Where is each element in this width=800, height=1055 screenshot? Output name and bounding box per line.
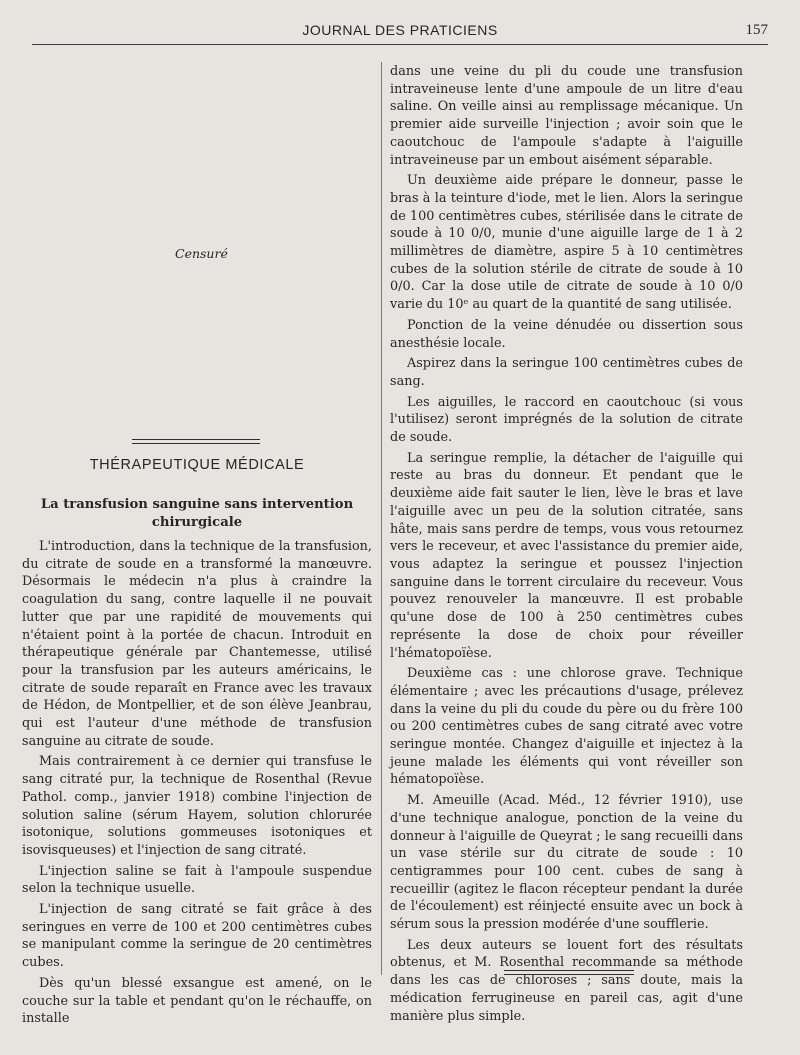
section-title: THÉRAPEUTIQUE MÉDICALE xyxy=(89,457,305,473)
left-column xyxy=(22,538,372,1028)
page-header xyxy=(32,22,768,45)
journal-title: JOURNAL DES PRATICIENS xyxy=(302,22,498,38)
paragraph: L'injection saline se fait à l'ampoule suspendue selon la technique usuelle. xyxy=(22,863,372,897)
paragraph: Aspirez dans la seringue 100 centimètres cubes de sang. xyxy=(390,356,743,389)
censored-notice: Censuré xyxy=(175,246,228,261)
paragraph: Ponction de la veine dénudée ou dissertion sous anesthésie locale. xyxy=(390,317,743,351)
paragraph: M. Ameuille (Acad. Méd., 12 février 1910), use d'une technique analogue, ponction de la veine du donneur à l'aiguille de Queyrat ; le sang recueilli dans un vase stérile sur du citrate de soude : 10 centigrammes pour 100 cent. cubes de sang à recueillir (agitez le flacon récepteur pendant la durée de l'écoulement) est réinjecté ensuite avec un bock à sérum sous la pression modérée d'une soufflerie. xyxy=(390,793,743,933)
paragraph: La seringue remplie, la détacher de l'aiguille qui reste au bras du donneur. Et pendant que le deuxième aide fait sauter le lien, lève le bras et lave l'aiguille avec un peu de la solution citratée, sans hâte, mais sans perdre de temps, vous vous retournez vers le receveur, et avec l'assistance du premier aide, vous adaptez la seringue et poussez l'injection sanguine dans le torrent circulaire du receveur. Vous pouvez renouveler la manœuvre. Il est probable qu'une dose de 100 à 250 centimètres cubes représente la dose de choix pour réveiller l'hématopoïèse. xyxy=(390,450,743,661)
page-number: 157 xyxy=(745,22,768,38)
paragraph: Les deux auteurs se louent fort des résultats obtenus, et M. Rosenthal recommande sa méthode dans les cas de chloroses ; sans doute, mais la médication ferrugineuse en pareil cas, agit d'une manière plus simple. xyxy=(390,937,743,1024)
paragraph: Mais contrairement à ce dernier qui transfuse le sang citraté pur, la technique de Rosenthal (Revue Pathol. comp., janvier 1918) combine l'injection de solution saline (sérum Hayem, solution chlorurée isotonique, solutions gommeuses isotoniques et isovisqueuses) et l'injection de sang citraté. xyxy=(22,754,372,858)
paragraph: Dès qu'un blessé exsangue est amené, on le couche sur la table et pendant qu'on le réchauffe, on installe xyxy=(22,975,372,1027)
article-title: La transfusion sanguine sans intervention chirurgicale xyxy=(40,497,354,530)
right-column xyxy=(390,63,743,1025)
section-rule xyxy=(132,439,260,444)
paragraph: Un deuxième aide prépare le donneur, passe le bras à la teinture d'iode, met le lien. Alors la seringue de 100 centimètres cubes, stérilisée dans le citrate de soude à 10 0/0, munie d'une aiguille large de 1 à 2 millimètres de diamètre, aspire 5 à 10 centimètres cubes de la solution stérile de citrate de soude à 10 0/0. Car la dose utile de citrate de soude à 10 0/0 varie du 10ᵉ au quart de la quantité de sang utilisée. xyxy=(390,173,743,313)
paragraph: L'introduction, dans la technique de la transfusion, du citrate de soude en a transformé la manœuvre. Désormais le médecin n'a plus à craindre la coagulation du sang, contre laquelle il ne pouvait lutter que par une rapidité de mouvements qui n'étaient point à la portée de chacun. Introduit en thérapeutique générale par Chantemesse, utilisé pour la transfusion par les auteurs américains, le citrate de soude reparaît en France avec les travaux de Hédon, de Montpellier, et de son élève Jeanbrau, qui est l'auteur d'une méthode de transfusion sanguine au citrate de soude. xyxy=(22,539,372,749)
paragraph: Les aiguilles, le raccord en caoutchouc (si vous l'utilisez) seront imprégnés de la solution de citrate de soude. xyxy=(390,394,743,446)
paragraph: L'injection de sang citraté se fait grâce à des seringues en verre de 100 et 200 centimètres cubes se manipulant comme la seringue de 20 centimètres cubes. xyxy=(22,902,372,971)
end-rule xyxy=(504,970,634,975)
paragraph: Deuxième cas : une chlorose grave. Technique élémentaire ; avec les précautions d'usage, prélevez dans la veine du pli du coude du père ou du frère 100 ou 200 centimètres cubes de sang citraté avec votre seringue montée. Changez d'aiguille et injectez à la jeune malade les éléments qui vont réveiller son hématopoïèse. xyxy=(390,666,743,788)
column-divider xyxy=(381,62,382,975)
paragraph: dans une veine du pli du coude une transfusion intraveineuse lente d'une ampoule de un litre d'eau saline. On veille ainsi au remplissage mécanique. Un premier aide surveille l'injection ; avoir soin que le caoutchouc de l'ampoule s'adapte à l'aiguille intraveineuse par un embout aisément séparable. xyxy=(390,64,743,168)
